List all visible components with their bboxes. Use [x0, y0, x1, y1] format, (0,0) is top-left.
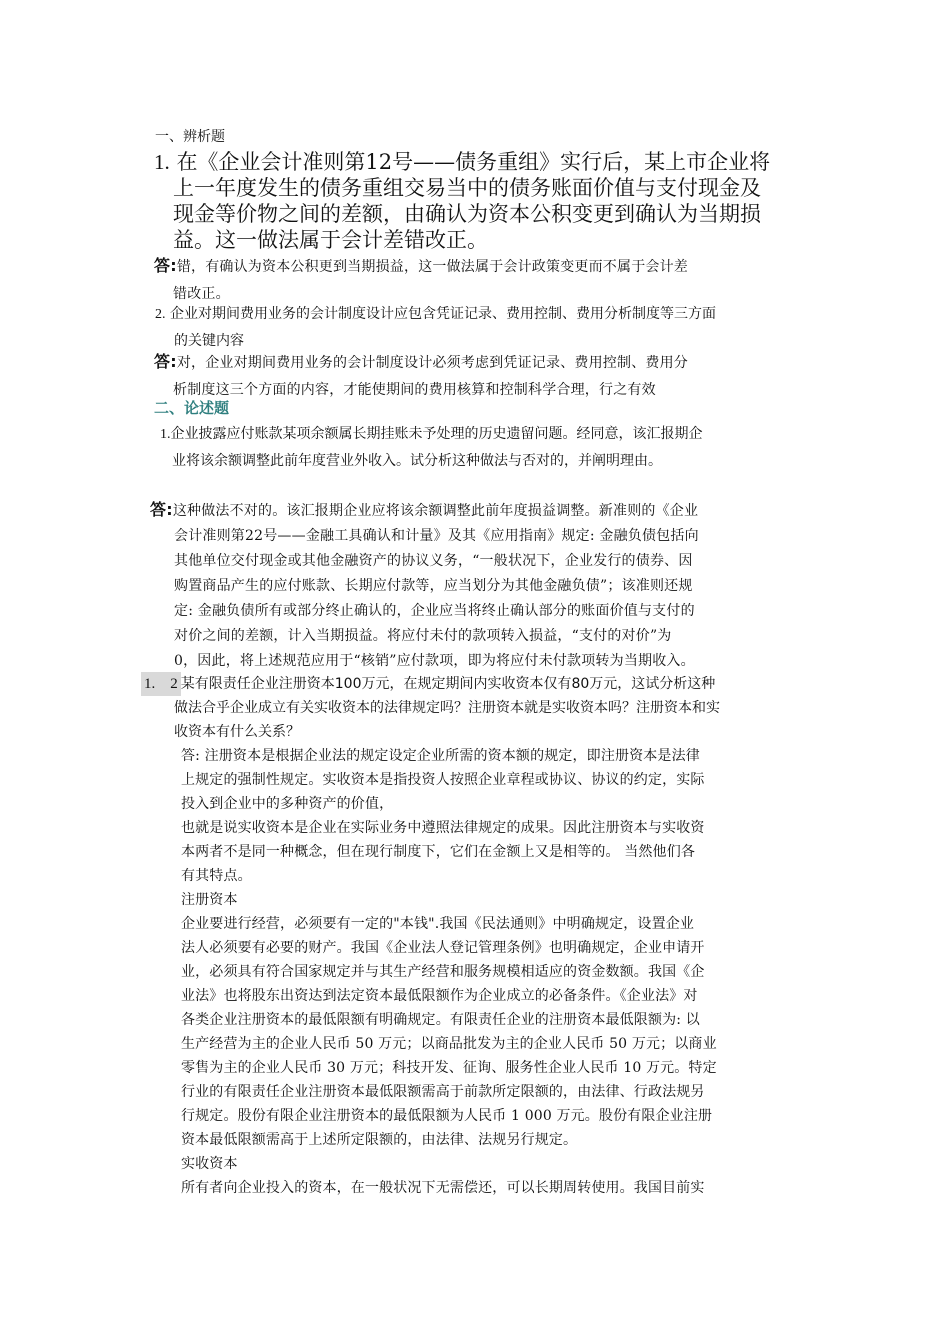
question-line: 现金等价物之间的差额，由确认为资本公积变更到确认为当期损: [173, 202, 761, 226]
answer-line: 对，企业对期间费用业务的会计制度设计必须考虑到凭证记录、费用控制、费用分: [176, 355, 689, 371]
answer-label: 答:: [154, 352, 177, 371]
answer-line: 其他单位交付现金或其他金融资产的协议义务，“一般状况下，企业发行的债券、因: [174, 553, 693, 569]
answer-line: 错改正。: [173, 286, 230, 302]
question-line: 企业披露应付账款某项余额属长期挂账未予处理的历史遗留问题。经同意，该汇报期企: [170, 426, 703, 442]
answer-paragraph: 行规定。股份有限企业注册资本的最低限额为人民币 1 000 万元。股份有限企业注册: [181, 1108, 713, 1124]
section-title-analysis: 一、辨析题: [155, 129, 225, 145]
answer-line: 这种做法不对的。该汇报期企业应将该余额调整此前年度损益调整。新准则的《企业: [172, 503, 699, 519]
answer-paragraph: 法人必须要有必要的财产。我国《企业法人登记管理条例》也明确规定，企业申请开: [181, 940, 705, 956]
answer-paragraph: 上规定的强制性规定。实收资本是指投资人按照企业章程或协议、协议的约定，实际: [181, 772, 705, 788]
question-line: 上一年度发生的债务重组交易当中的债务账面价值与支付现金及: [173, 176, 761, 200]
answer-line: 错，有确认为资本公积更到当期损益，这一做法属于会计政策变更而不属于会计差: [176, 259, 689, 275]
answer-paragraph: 企业要进行经营，必须要有一定的"本钱".我国《民法通则》中明确规定，设置企业: [181, 916, 695, 932]
answer-paragraph: 业法》也将股东出资达到法定资本最低限额作为企业成立的必备条件。《企业法》对: [181, 988, 698, 1004]
answer-label: 答:: [150, 500, 173, 519]
answer-paragraph: 有其特点。: [181, 868, 252, 884]
answer-4: [181, 744, 821, 1200]
subheading-registered-capital: 注册资本: [181, 892, 238, 908]
subheading-paid-in-capital: 实收资本: [181, 1156, 238, 1172]
question-line: 某有限责任企业注册资本100万元，在规定期间内实收资本仅有80万元，这试分析这种: [180, 676, 716, 692]
question-line: 的关键内容: [174, 333, 244, 349]
answer-paragraph: 零售为主的企业人民币 30 万元；科技开发、征询、服务性企业人民币 10 万元。特定: [181, 1060, 717, 1076]
question-line: 益。这一做法属于会计差错改正。: [173, 228, 488, 252]
answer-line: 购置商品产生的应付账款、长期应付款等，应当划分为其他金融负债”；该准则还规: [174, 578, 693, 594]
answer-line: 会计准则第22号——金融工具确认和计量》及其《应用指南》规定: 金融负债包括向: [174, 528, 699, 544]
question-line: 做法合乎企业成立有关实收资本的法律规定吗？注册资本就是实收资本吗？注册资本和实: [174, 700, 720, 716]
question-2: [155, 301, 815, 355]
question-3: [160, 421, 820, 475]
answer-paragraph: 业，必须具有符合国家规定并与其生产经营和服务规模相适应的资金数额。我国《企: [181, 964, 705, 980]
answer-1: [154, 252, 814, 308]
answer-3: [150, 497, 818, 674]
question-number: 1.: [154, 150, 170, 174]
answer-paragraph: 各类企业注册资本的最低限额有明确规定。有限责任企业的注册资本最低限额为: 以: [181, 1012, 700, 1028]
answer-paragraph: 所有者向企业投入的资本，在一般状况下无需偿还，可以长期周转使用。我国目前实: [181, 1180, 705, 1196]
question-number: 2.: [155, 307, 166, 322]
question-number: 1. 2: [141, 672, 181, 696]
answer-2: [154, 348, 814, 404]
answer-paragraph: 答: 注册资本是根据企业法的规定设定企业所需的资本额的规定，即注册资本是法律: [181, 748, 700, 764]
answer-line: 对价之间的差额，计入当期损益。将应付未付的款项转入损益，“支付的对价”为: [174, 628, 672, 644]
answer-paragraph: 资本最低限额需高于上述所定限额的，由法律、法规另行规定。: [181, 1132, 578, 1148]
question-line: 业将该余额调整此前年度营业外收入。试分析这种做法与否对的，并阐明理由。: [172, 453, 662, 469]
question-line: 在《企业会计准则第12号——债务重组》实行后，某上市企业将: [176, 150, 771, 174]
question-1: [154, 149, 814, 253]
answer-paragraph: 投入到企业中的多种资产的价值，: [181, 796, 394, 812]
answer-line: 析制度这三个方面的内容，才能使期间的费用核算和控制科学合理，行之有效: [173, 382, 656, 398]
answer-paragraph: 也就是说实收资本是企业在实际业务中遵照法律规定的成果。因此注册资本与实收资: [181, 820, 705, 836]
answer-line: 定: 金融负债所有或部分终止确认的，企业应当将终止确认部分的账面价值与支付的: [174, 603, 695, 619]
section-title-essay: 二、论述题: [154, 399, 230, 417]
answer-line: 0，因此，将上述规范应用于“核销”应付款项，即为将应付未付款项转为当期收入。: [174, 653, 695, 669]
answer-paragraph: 行业的有限责任企业注册资本最低限额需高于前款所定限额的，由法律、行政法规另: [181, 1084, 705, 1100]
answer-paragraph: 本两者不是同一种概念，但在现行制度下，它们在金额上又是相等的。 当然他们各: [181, 844, 695, 860]
answer-paragraph: 生产经营为主的企业人民币 50 万元；以商品批发为主的企业人民币 50 万元；以商业: [181, 1036, 717, 1052]
answer-label: 答:: [154, 256, 177, 275]
question-4: [141, 672, 821, 744]
question-number: 1.: [160, 427, 171, 442]
question-line: 企业对期间费用业务的会计制度设计应包含凭证记录、费用控制、费用分析制度等三方面: [169, 306, 716, 322]
question-line: 收资本有什么关系？: [174, 724, 300, 740]
